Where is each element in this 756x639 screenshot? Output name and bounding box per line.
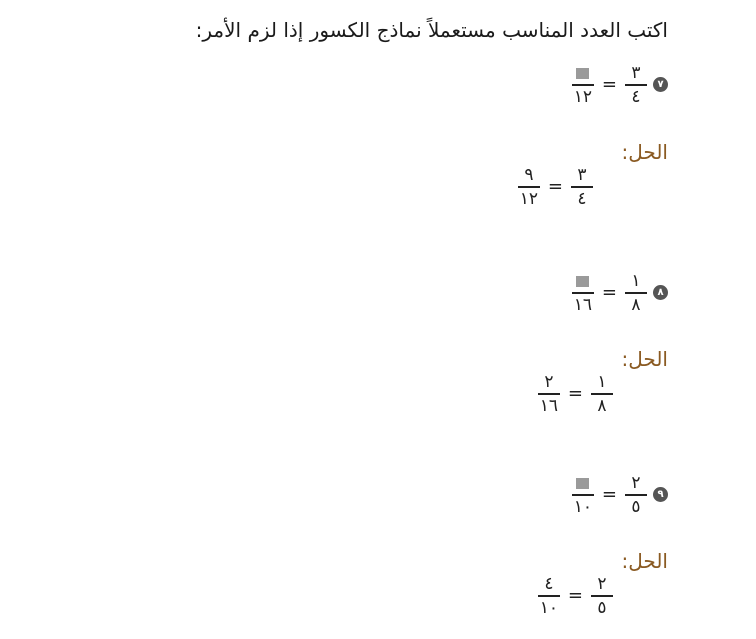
- given-fraction: [591, 574, 613, 618]
- solution-fraction: [538, 574, 560, 618]
- fraction-denominator: ١٢: [519, 188, 539, 209]
- fraction-bar: [591, 595, 613, 597]
- solution-label: الحل:: [621, 347, 668, 371]
- equals-sign: =: [567, 383, 583, 405]
- equals-sign: =: [601, 74, 617, 96]
- fraction-bar: [591, 393, 613, 395]
- given-fraction: [591, 372, 613, 416]
- fraction-numerator: ١: [631, 271, 641, 291]
- problem-8: [572, 271, 668, 315]
- fraction-bar: [572, 494, 594, 496]
- solution-label: الحل:: [621, 549, 668, 573]
- fraction-bar: [625, 494, 647, 496]
- equals-sign: =: [547, 176, 563, 198]
- solution-9: [538, 574, 613, 618]
- blank-box[interactable]: [576, 478, 589, 489]
- fraction-numerator: ٣: [631, 63, 641, 83]
- equals-sign: =: [567, 585, 583, 607]
- fraction-numerator: ٤: [544, 574, 554, 594]
- fraction-denominator: ٤: [577, 188, 587, 209]
- fraction-denominator: ١٢: [573, 86, 593, 107]
- problem-number-badge: ٧: [653, 77, 668, 92]
- solution-label: الحل:: [621, 140, 668, 164]
- solution-7: [518, 165, 593, 209]
- unknown-fraction: [572, 271, 594, 315]
- equals-sign: =: [601, 282, 617, 304]
- fraction-numerator: ٢: [631, 473, 641, 493]
- unknown-fraction: [572, 63, 594, 107]
- given-fraction: [625, 473, 647, 517]
- fraction-bar: [625, 292, 647, 294]
- fraction-numerator: ١: [597, 372, 607, 392]
- problem-number-badge: ٩: [653, 487, 668, 502]
- solution-fraction: [538, 372, 560, 416]
- fraction-denominator: ١٦: [573, 294, 593, 315]
- fraction-bar: [572, 292, 594, 294]
- unknown-numerator: [576, 473, 589, 493]
- fraction-bar: [518, 186, 540, 188]
- problem-7: [572, 63, 668, 107]
- fraction-denominator: ٥: [597, 597, 607, 618]
- instruction-text: اكتب العدد المناسب مستعملاً نماذج الكسور إذا لزم الأمر:: [195, 18, 668, 42]
- fraction-bar: [538, 393, 560, 395]
- unknown-numerator: [576, 63, 589, 83]
- blank-box[interactable]: [576, 68, 589, 79]
- fraction-bar: [571, 186, 593, 188]
- given-fraction: [625, 271, 647, 315]
- blank-box[interactable]: [576, 276, 589, 287]
- given-fraction: [625, 63, 647, 107]
- problem-9: [572, 473, 668, 517]
- fraction-denominator: ٨: [597, 395, 607, 416]
- solution-fraction: [518, 165, 540, 209]
- fraction-denominator: ١٠: [539, 597, 559, 618]
- fraction-denominator: ٤: [631, 86, 641, 107]
- fraction-denominator: ١٠: [573, 496, 593, 517]
- fraction-numerator: ٣: [577, 165, 587, 185]
- given-fraction: [571, 165, 593, 209]
- equals-sign: =: [601, 484, 617, 506]
- problem-number-badge: ٨: [653, 285, 668, 300]
- fraction-bar: [572, 84, 594, 86]
- solution-8: [538, 372, 613, 416]
- fraction-denominator: ٥: [631, 496, 641, 517]
- unknown-numerator: [576, 271, 589, 291]
- fraction-numerator: ٢: [597, 574, 607, 594]
- fraction-bar: [538, 595, 560, 597]
- fraction-numerator: ٢: [544, 372, 554, 392]
- fraction-denominator: ١٦: [539, 395, 559, 416]
- unknown-fraction: [572, 473, 594, 517]
- fraction-denominator: ٨: [631, 294, 641, 315]
- fraction-numerator: ٩: [524, 165, 534, 185]
- fraction-bar: [625, 84, 647, 86]
